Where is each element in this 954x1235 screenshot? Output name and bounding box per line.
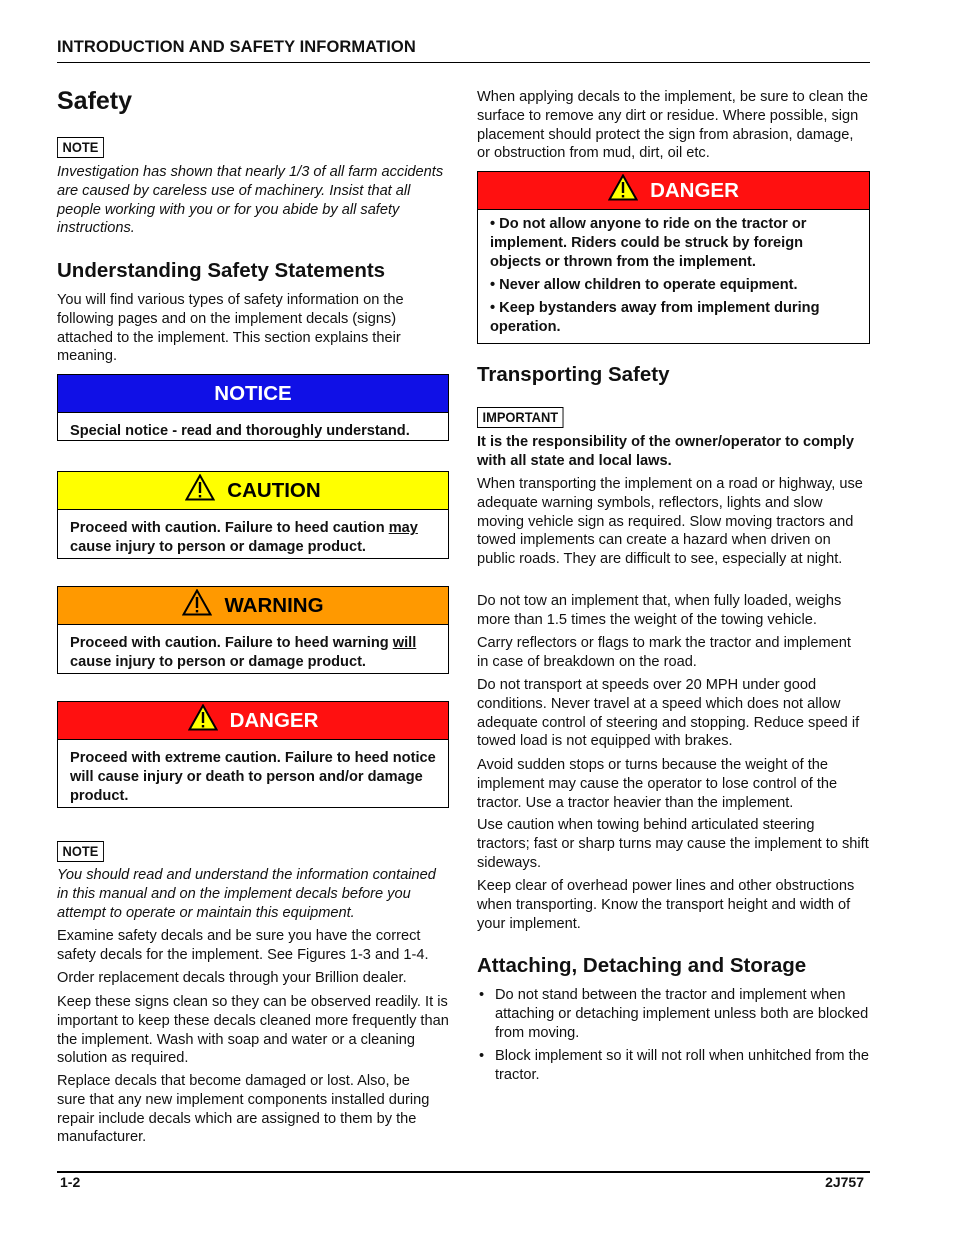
warning-triangle-icon	[182, 589, 212, 622]
danger-box	[57, 701, 449, 808]
danger-item: • Never allow children to operate equipment.	[490, 277, 798, 293]
page-number: 1-2	[60, 1174, 81, 1190]
header-rule	[57, 62, 870, 63]
note-tag: NOTE	[57, 841, 104, 862]
statements-intro: You will find various types of safety information on the following pages and on the implement decals (signs) attached to the implement. This section explains their meaning.	[57, 292, 404, 365]
list-item: • Do not stand between the tractor and implement when attaching or detaching implement unless both are blocked from moving.	[479, 987, 869, 1041]
running-header: INTRODUCTION AND SAFETY INFORMATION	[57, 38, 416, 56]
paragraph-keep-clean: Keep these signs clean so they can be observed readily. It is important to keep these decals cleaned more frequently than the implement. Wash with soap and water or a cleaning solution as required.	[57, 994, 449, 1067]
warning-triangle-icon	[608, 174, 638, 207]
danger-text: Proceed with extreme caution. Failure to heed notice will cause injury or death to person and/or damage product.	[70, 750, 436, 804]
transport-paragraph: Do not tow an implement that, when fully loaded, weighs more than 1.5 times the weight of the towing vehicle.	[477, 593, 842, 628]
warning-header	[58, 587, 448, 625]
notice-header	[58, 375, 448, 413]
warning-triangle-icon	[188, 704, 218, 737]
danger-box	[477, 171, 870, 344]
danger-header	[478, 172, 869, 210]
note-text: Investigation has shown that nearly 1/3 of all farm accidents are caused by careless use of machinery. Insist that all people working with you or for you abide by all safety instructions.	[57, 164, 444, 237]
danger-body	[478, 210, 869, 337]
warning-box	[57, 586, 449, 674]
danger-item: • Keep bystanders away from implement during operation.	[490, 300, 820, 335]
section-heading-attach: Attaching, Detaching and Storage	[477, 954, 807, 977]
caution-body	[58, 510, 448, 557]
note-text: You should read and understand the information contained in this manual and on the implement decals before you attempt to operate or maintain this equipment.	[57, 867, 436, 921]
transport-paragraph: Do not transport at speeds over 20 MPH under good conditions. Never travel at a speed which does not allow adequate control of steering and stopping. Reduce speed if towed load is not equipped with brakes.	[477, 677, 860, 750]
note-tag: NOTE	[57, 137, 104, 158]
notice-body	[58, 413, 448, 441]
paragraph-order: Order replacement decals through your Brillion dealer.	[57, 970, 407, 986]
important-text: It is the responsibility of the owner/operator to comply with all state and local laws.	[477, 434, 855, 469]
transport-paragraph: Keep clear of overhead power lines and other obstructions when transporting. Know the transport height and width of your implement.	[477, 878, 855, 932]
transport-paragraph: Avoid sudden stops or turns because the weight of the implement may cause the operator to lose control of the tractor. Use a tractor heavier than the implement.	[477, 757, 838, 811]
page-title: Safety	[57, 87, 133, 115]
transport-paragraph: Use caution when towing behind articulated steering tractors; fast or sharp turns may cause the implement to shift sideways.	[477, 817, 869, 871]
list-item: • Block implement so it will not roll when unhitched from the tractor.	[479, 1048, 869, 1083]
danger-label: DANGER	[229, 708, 319, 732]
footer-rule	[57, 1171, 870, 1173]
important-tag: IMPORTANT	[477, 407, 564, 428]
document-number: 2J757	[825, 1174, 864, 1190]
warning-text: Proceed with caution. Failure to heed warning will cause injury to person or damage product.	[70, 635, 417, 670]
warning-triangle-icon	[185, 474, 215, 507]
notice-box	[57, 374, 449, 441]
danger-label: DANGER	[650, 178, 739, 202]
section-heading-transport: Transporting Safety	[477, 363, 670, 386]
caution-box	[57, 471, 449, 559]
caution-label: CAUTION	[227, 478, 321, 502]
warning-label: WARNING	[224, 593, 324, 617]
warning-body	[58, 625, 448, 672]
danger-item: • Do not allow anyone to ride on the tractor or implement. Riders could be struck by foreign objects or thrown from the implement.	[490, 216, 807, 270]
section-heading-statements: Understanding Safety Statements	[57, 259, 386, 282]
danger-header	[58, 702, 448, 740]
danger-body	[58, 740, 448, 806]
notice-label: NOTICE	[214, 381, 292, 405]
transport-paragraph: When transporting the implement on a road or highway, use adequate warning symbols, reflectors, lights and slow moving vehicle sign as required. Slow moving tractors and towed implements can create a hazard when driven on public roads. They are difficult to see, especially at night.	[477, 476, 863, 568]
caution-header	[58, 472, 448, 510]
notice-text: Special notice - read and thoroughly understand.	[70, 423, 410, 439]
paragraph-examine: Examine safety decals and be sure you have the correct safety decals for the implement. See Figures 1-3 and 1-4.	[57, 928, 429, 963]
caution-text: Proceed with caution. Failure to heed caution may cause injury to person or damage product.	[70, 520, 418, 555]
paragraph-replace: Replace decals that become damaged or lost. Also, be sure that any new implement components installed during repair include decals which are assigned to them by the manufacturer.	[57, 1073, 430, 1146]
paragraph-applying: When applying decals to the implement, be sure to clean the surface to remove any dirt or residue. Where possible, sign placement should protect the sign from abrasion, damage, or obstruction from mud, dirt, oil etc.	[477, 89, 869, 162]
transport-paragraph: Carry reflectors or flags to mark the tractor and implement in case of breakdown on the road.	[477, 635, 851, 670]
